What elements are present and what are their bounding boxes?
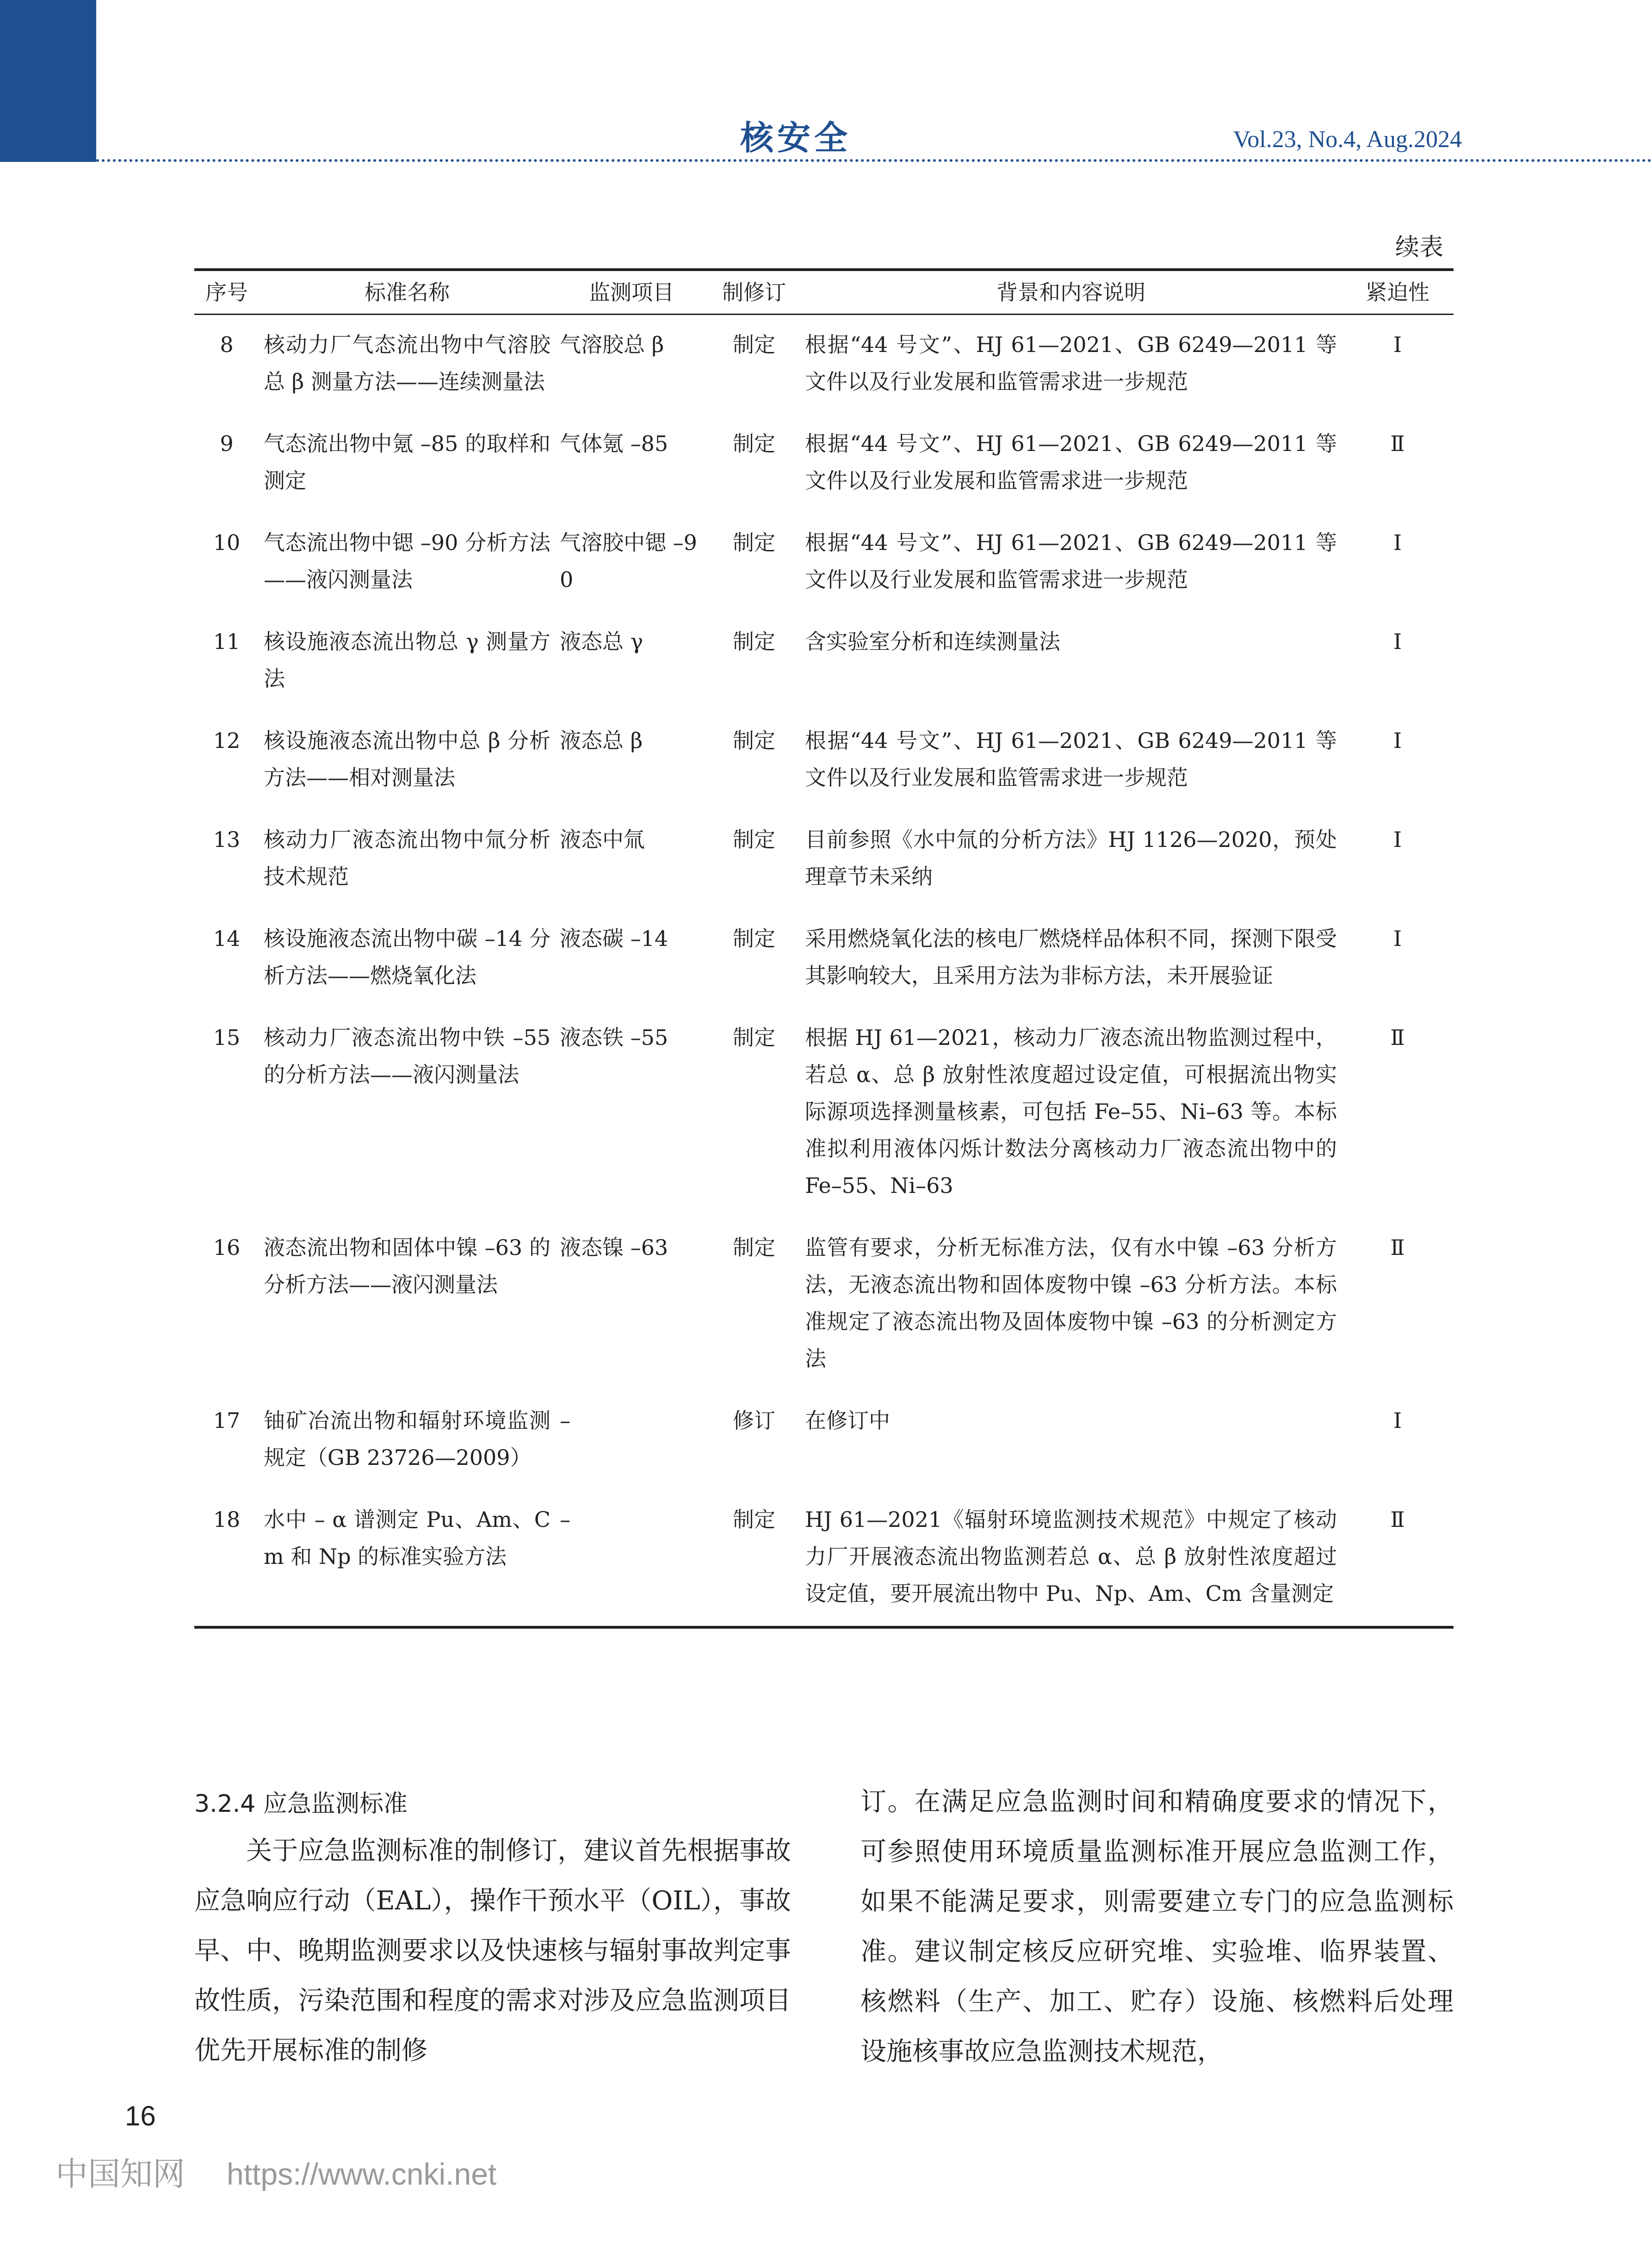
journal-volume: Vol.23, No.4, Aug.2024 [1233, 126, 1462, 153]
cell-no: 12 [213, 728, 241, 753]
cell-description: 采用燃烧氧化法的核电厂燃烧样品体积不同，探测下限受其影响较大，且采用方法为非标方法，未开展验证 [805, 926, 1337, 988]
column-header-name: 标准名称 [259, 270, 555, 315]
cell-item: 液态总 β [560, 728, 643, 753]
cell-no: 17 [213, 1408, 241, 1433]
cell-no: 11 [213, 629, 241, 654]
cell-revision: 制定 [708, 1490, 800, 1627]
cell-urgency: Ⅰ [1393, 827, 1402, 852]
table-row [194, 1391, 1454, 1490]
cell-urgency: Ⅱ [1390, 1235, 1405, 1260]
table-continued-label: 续表 [1395, 234, 1443, 261]
cell-description: 根据“44 号文”、HJ 61—2021、GB 6249—2011 等文件以及行业发展和监管需求进一步规范 [805, 530, 1337, 592]
cell-urgency: Ⅰ [1393, 332, 1402, 357]
cell-no: 9 [220, 431, 234, 456]
cell-item: 液态镍 –63 [560, 1235, 668, 1260]
cell-item: 气体氪 –85 [560, 431, 668, 456]
cell-urgency: Ⅰ [1393, 926, 1402, 951]
table-row [194, 810, 1454, 909]
cell-name: 铀矿冶流出物和辐射环境监测规定（GB 23726—2009） [264, 1408, 551, 1470]
cell-item: – [560, 1408, 570, 1433]
body-paragraph-left: 关于应急监测标准的制修订，建议首先根据事故应急响应行动（EAL），操作干预水平（OIL），事故早、中、晚期监测要求以及快速核与辐射事故判定事故性质，污染范围和程度的需求对涉及应急监测项目优先开展标准的制修 [194, 1836, 791, 2066]
cell-description: 含实验室分析和连续测量法 [805, 629, 1060, 654]
cell-description: 根据 HJ 61—2021，核动力厂液态流出物监测过程中，若总 α、总 β 放射性浓度超过设定值，可根据流出物实际源项选择测量核素，可包括 Fe–55、Ni–63 等。本标准拟利用液体闪烁计数法分离核动力厂液态流出物中的 Fe–55、Ni–63 [805, 1025, 1337, 1198]
cell-revision: 制定 [733, 728, 775, 753]
cell-item: – [555, 1490, 708, 1627]
body-paragraph-right: 订。在满足应急监测时间和精确度要求的情况下，可参照使用环境质量监测标准开展应急监测工作，如果不能满足要求，则需要建立专门的应急监测标准。建议制定核反应研究堆、实验堆、临界装置、核燃料（生产、加工、贮存）设施、核燃料后处理设施核事故应急监测技术规范， [860, 1787, 1454, 2067]
cell-urgency: Ⅱ [1342, 1490, 1454, 1627]
cell-description: 根据“44 号文”、HJ 61—2021、GB 6249—2011 等文件以及行业发展和监管需求进一步规范 [805, 332, 1337, 394]
cell-revision: 制定 [733, 530, 775, 555]
cell-name: 核设施液态流出物总 γ 测量方法 [264, 629, 551, 691]
cell-no: 15 [213, 1025, 241, 1050]
table-header-row [194, 270, 1454, 315]
cell-no: 18 [194, 1490, 259, 1627]
cell-revision: 制定 [733, 1025, 775, 1050]
cell-revision: 制定 [733, 629, 775, 654]
cell-name: 水中 – α 谱测定 Pu、Am、Cm 和 Np 的标准实验方法 [259, 1490, 555, 1627]
journal-title: 核安全 [740, 118, 852, 157]
cell-item: 液态碳 –14 [560, 926, 668, 951]
table-row [194, 414, 1454, 513]
cell-description: HJ 61—2021《辐射环境监测技术规范》中规定了核动力厂开展液态流出物监测若总 α、总 β 放射性浓度超过设定值，要开展流出物中 Pu、Np、Am、Cm 含量测定 [800, 1490, 1342, 1627]
table-row [194, 1008, 1454, 1218]
cell-urgency: Ⅰ [1393, 530, 1402, 555]
cell-description: 根据“44 号文”、HJ 61—2021、GB 6249—2011 等文件以及行业发展和监管需求进一步规范 [805, 431, 1337, 493]
cell-revision: 制定 [733, 332, 775, 357]
cell-no: 13 [213, 827, 241, 852]
cell-item: 气溶胶中锶 –90 [560, 530, 697, 592]
cell-name: 核动力厂液态流出物中铁 –55 的分析方法——液闪测量法 [264, 1025, 551, 1087]
cell-name: 气态流出物中锶 –90 分析方法——液闪测量法 [264, 530, 551, 592]
cell-description: 在修订中 [805, 1408, 890, 1433]
standards-table-container [194, 268, 1454, 1629]
cell-revision: 制定 [733, 1235, 775, 1260]
column-header-no: 序号 [194, 270, 259, 315]
column-header-urgency: 紧迫性 [1342, 270, 1454, 315]
cell-urgency: Ⅰ [1393, 1408, 1402, 1433]
cell-urgency: Ⅰ [1393, 629, 1402, 654]
cell-item: 液态总 γ [560, 629, 643, 654]
cell-no: 8 [220, 332, 234, 357]
column-header-description: 背景和内容说明 [800, 270, 1342, 315]
cell-revision: 制定 [733, 926, 775, 951]
cell-no: 14 [213, 926, 241, 951]
cnki-watermark-logo: 中国知网 [56, 2155, 185, 2193]
cell-name: 核设施液态流出物中总 β 分析方法——相对测量法 [264, 728, 551, 790]
cell-name: 气态流出物中氪 –85 的取样和测定 [264, 431, 551, 493]
table-row [194, 612, 1454, 711]
cell-description: 根据“44 号文”、HJ 61—2021、GB 6249—2011 等文件以及行业发展和监管需求进一步规范 [805, 728, 1337, 790]
cell-revision: 修订 [733, 1408, 775, 1433]
cell-item: 液态铁 –55 [560, 1025, 668, 1050]
cell-item: 气溶胶总 β [560, 332, 664, 357]
cell-urgency: Ⅱ [1390, 431, 1405, 456]
cnki-watermark-url: https://www.cnki.net [227, 2157, 497, 2191]
cell-name: 核设施液态流出物中碳 –14 分析方法——燃烧氧化法 [264, 926, 551, 988]
column-header-item: 监测项目 [555, 270, 708, 315]
table-row [194, 1490, 1454, 1627]
section-heading: 3.2.4 应急监测标准 [194, 1790, 408, 1818]
cell-name: 核动力厂气态流出物中气溶胶总 β 测量方法——连续测量法 [264, 332, 551, 394]
cell-description: 目前参照《水中氚的分析方法》HJ 1126—2020，预处理章节未采纳 [805, 827, 1337, 889]
cell-item: 液态中氚 [560, 827, 645, 852]
cell-revision: 制定 [733, 827, 775, 852]
column-header-revision: 制修订 [708, 270, 800, 315]
cell-name: 液态流出物和固体中镍 –63 的分析方法——液闪测量法 [264, 1235, 551, 1297]
table-row [194, 513, 1454, 612]
table-row [194, 909, 1454, 1008]
table-row [194, 711, 1454, 810]
standards-table [194, 268, 1454, 1629]
header-color-bar [0, 0, 96, 162]
table-row [194, 315, 1454, 414]
cell-urgency: Ⅰ [1393, 728, 1402, 753]
cell-no: 10 [213, 530, 241, 555]
cell-name: 核动力厂液态流出物中氚分析技术规范 [264, 827, 551, 889]
cell-revision: 制定 [733, 431, 775, 456]
table-row [194, 1218, 1454, 1391]
header-divider [96, 159, 1652, 162]
cell-no: 16 [213, 1235, 241, 1260]
cell-urgency: Ⅱ [1390, 1025, 1405, 1050]
cell-description: 监管有要求，分析无标准方法，仅有水中镍 –63 分析方法，无液态流出物和固体废物中镍 –63 分析方法。本标准规定了液态流出物及固体废物中镍 –63 的分析测定方法 [805, 1235, 1337, 1371]
page-number: 16 [125, 2100, 156, 2131]
